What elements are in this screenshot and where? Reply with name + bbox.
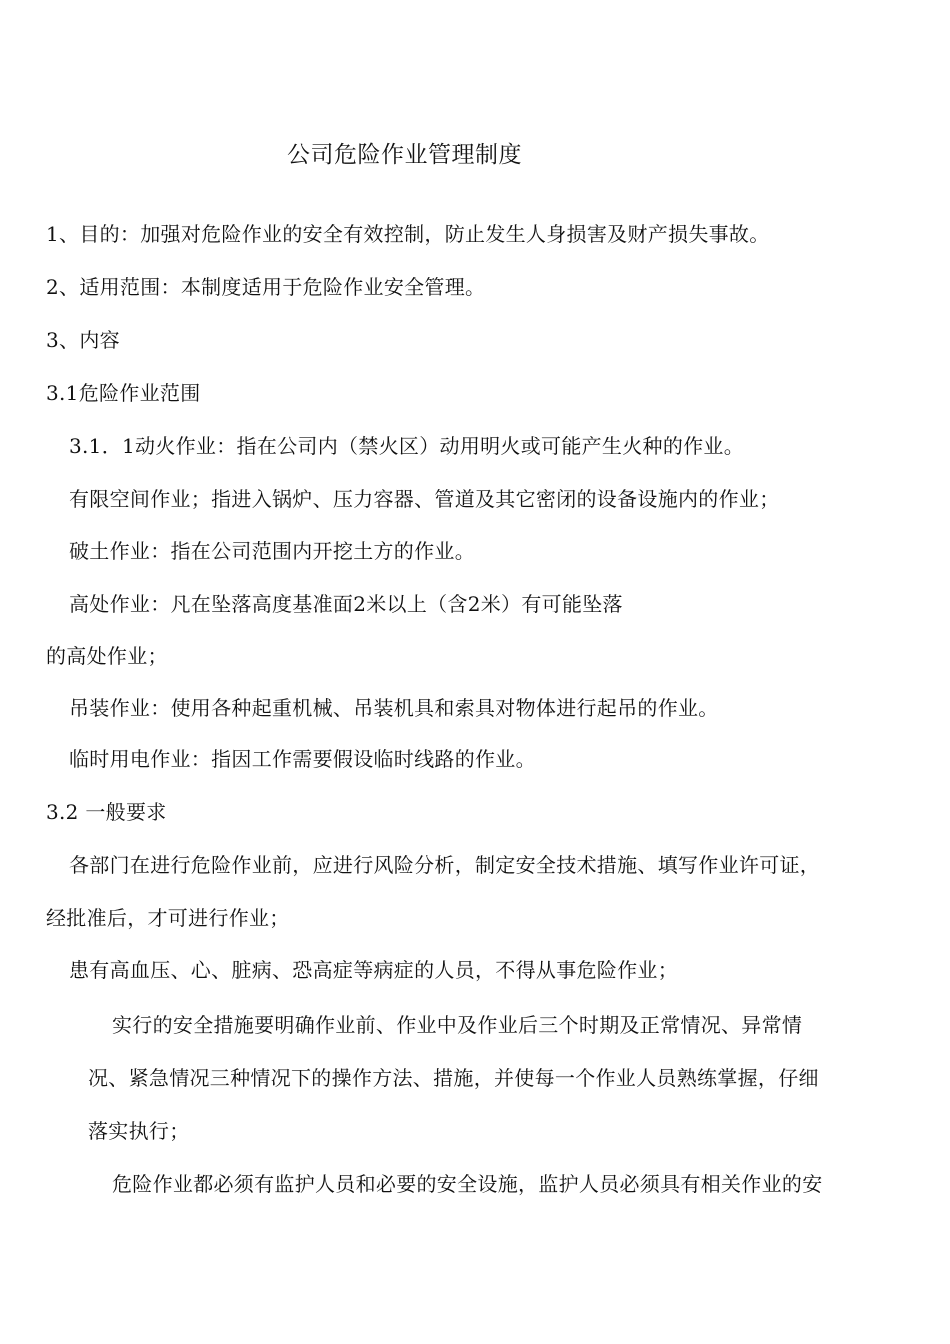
paragraph-height-work-cont: 的高处作业； xyxy=(46,644,168,668)
paragraph-safety-measures-end: 落实执行； xyxy=(88,1119,190,1143)
paragraph-confined-space: 有限空间作业；指进入锅炉、压力容器、管道及其它密闭的设备设施内的作业； xyxy=(69,487,780,511)
paragraph-risk-analysis-cont: 经批准后，才可进行作业； xyxy=(46,906,290,930)
paragraph-temporary-power: 临时用电作业：指因工作需要假设临时线路的作业。 xyxy=(69,747,536,771)
paragraph-height-work: 高处作业：凡在坠落高度基准面2米以上（含2米）有可能坠落 xyxy=(69,592,623,616)
section-heading-3-1: 3.1危险作业范围 xyxy=(46,381,201,405)
paragraph-excavation: 破土作业：指在公司范围内开挖土方的作业。 xyxy=(69,539,475,563)
paragraph-purpose: 1、目的：加强对危险作业的安全有效控制，防止发生人身损害及财产损失事故。 xyxy=(46,222,770,246)
section-heading-content: 3、内容 xyxy=(46,328,120,352)
paragraph-risk-analysis: 各部门在进行危险作业前，应进行风险分析，制定安全技术措施、填写作业许可证， xyxy=(69,853,821,877)
document-title: 公司危险作业管理制度 xyxy=(287,142,522,168)
section-heading-3-2: 3.2 一般要求 xyxy=(46,800,167,824)
paragraph-hot-work: 3.1．1动火作业：指在公司内（禁火区）动用明火或可能产生火种的作业。 xyxy=(69,434,745,458)
paragraph-scope: 2、适用范围：本制度适用于危险作业安全管理。 xyxy=(46,275,486,299)
paragraph-lifting: 吊装作业：使用各种起重机械、吊装机具和索具对物体进行起吊的作业。 xyxy=(69,696,719,720)
paragraph-safety-measures: 实行的安全措施要明确作业前、作业中及作业后三个时期及正常情况、异常情 xyxy=(112,1013,803,1037)
paragraph-safety-measures-cont: 况、紧急情况三种情况下的操作方法、措施，并使每一个作业人员熟练掌握，仔细 xyxy=(88,1066,819,1090)
paragraph-supervision: 危险作业都必须有监护人员和必要的安全设施，监护人员必须具有相关作业的安 xyxy=(112,1172,823,1196)
paragraph-health: 患有高血压、心、脏病、恐高症等病症的人员，不得从事危险作业； xyxy=(69,958,678,982)
